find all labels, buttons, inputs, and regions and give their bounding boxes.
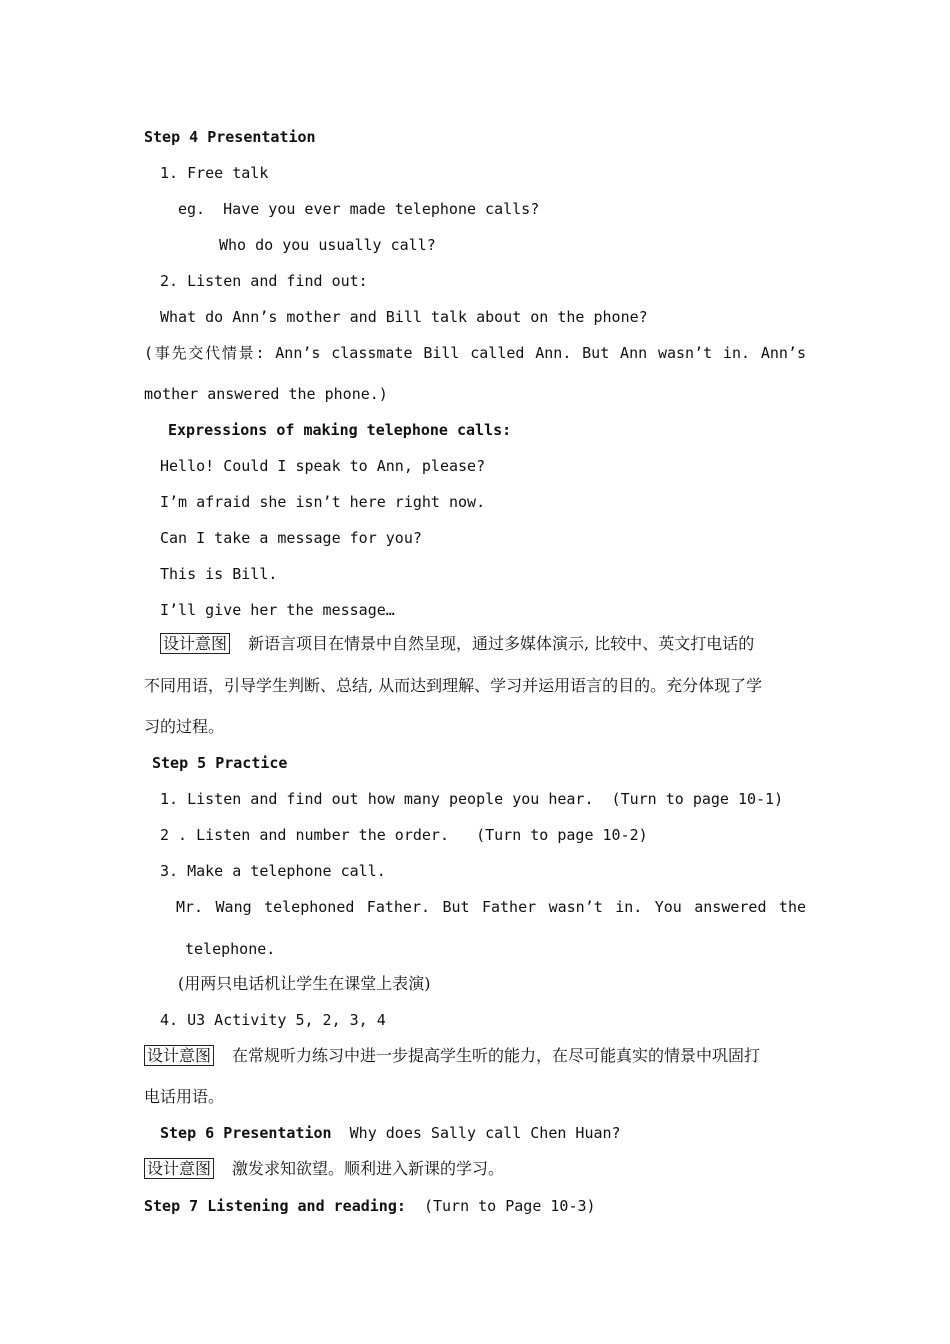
step4-example: eg. Have you ever made telephone calls? xyxy=(178,200,540,218)
design-intent-step4 xyxy=(160,634,754,654)
step5-item-1: 1. Listen and find out how many people you hear. (Turn to page 10-1) xyxy=(160,790,784,808)
design-intent-text-3: 习的过程。 xyxy=(144,717,225,736)
design-intent-text: 在常规听力练习中进一步提高学生听的能力，在尽可能真实的情景中巩固打 xyxy=(232,1046,761,1065)
step5-note: (用两只电话机让学生在课堂上表演) xyxy=(178,974,431,993)
step5-item-3: 3. Make a telephone call. xyxy=(160,862,386,880)
expression-line: This is Bill. xyxy=(160,565,278,583)
design-intent-text: 新语言项目在情景中自然呈现，通过多媒体演示, 比较中、英文打电话的 xyxy=(248,634,755,653)
step5-item-2: 2 . Listen and number the order. (Turn to page 10-2) xyxy=(160,826,648,844)
step5-item-4: 4. U3 Activity 5, 2, 3, 4 xyxy=(160,1011,386,1029)
expression-line: I’m afraid she isn’t here right now. xyxy=(160,493,486,511)
step7-heading: Step 7 Listening and reading: xyxy=(144,1197,406,1215)
design-intent-text-2: 电话用语。 xyxy=(144,1087,225,1106)
step6-heading: Step 6 Presentation xyxy=(160,1124,332,1142)
step6-question: Why does Sally call Chen Huan? xyxy=(349,1124,621,1142)
design-intent-label: 设计意图 xyxy=(144,1158,214,1179)
design-intent-label: 设计意图 xyxy=(160,633,230,654)
step5-scenario-line-2: telephone. xyxy=(185,940,276,958)
expression-line: Can I take a message for you? xyxy=(160,529,422,547)
step5-heading: Step 5 Practice xyxy=(152,754,288,772)
step5-scenario-line-1: Mr. Wang telephoned Father. But Father wasn’t in. You answered the xyxy=(176,898,806,916)
design-intent-text-2: 不同用语，引导学生判断、总结, 从而达到理解、学习并运用语言的目的。充分体现了学 xyxy=(144,676,763,695)
design-intent-step5 xyxy=(144,1046,760,1066)
step7-reference: (Turn to Page 10-3) xyxy=(423,1197,596,1215)
expressions-heading: Expressions of making telephone calls: xyxy=(168,421,512,439)
step4-question: What do Ann’s mother and Bill talk about on the phone? xyxy=(160,308,648,326)
step7-line xyxy=(144,1196,596,1216)
design-intent-step6 xyxy=(144,1159,504,1179)
expression-line: Hello! Could I speak to Ann, please? xyxy=(160,457,486,475)
step4-example-2: Who do you usually call? xyxy=(219,236,436,254)
step4-item-listen: 2. Listen and find out: xyxy=(160,272,368,290)
step4-context-line-1: (事先交代情景: Ann’s classmate Bill called Ann. But Ann wasn’t in. Ann’s xyxy=(144,344,806,362)
step4-item-free-talk: 1. Free talk xyxy=(160,164,269,182)
design-intent-label: 设计意图 xyxy=(144,1045,214,1066)
design-intent-text: 激发求知欲望。顺利进入新课的学习。 xyxy=(232,1159,505,1178)
step4-context-line-2: mother answered the phone.) xyxy=(144,385,388,403)
expression-line: I’ll give her the message… xyxy=(160,601,395,619)
step4-heading: Step 4 Presentation xyxy=(144,128,316,146)
step6-line xyxy=(160,1123,621,1143)
